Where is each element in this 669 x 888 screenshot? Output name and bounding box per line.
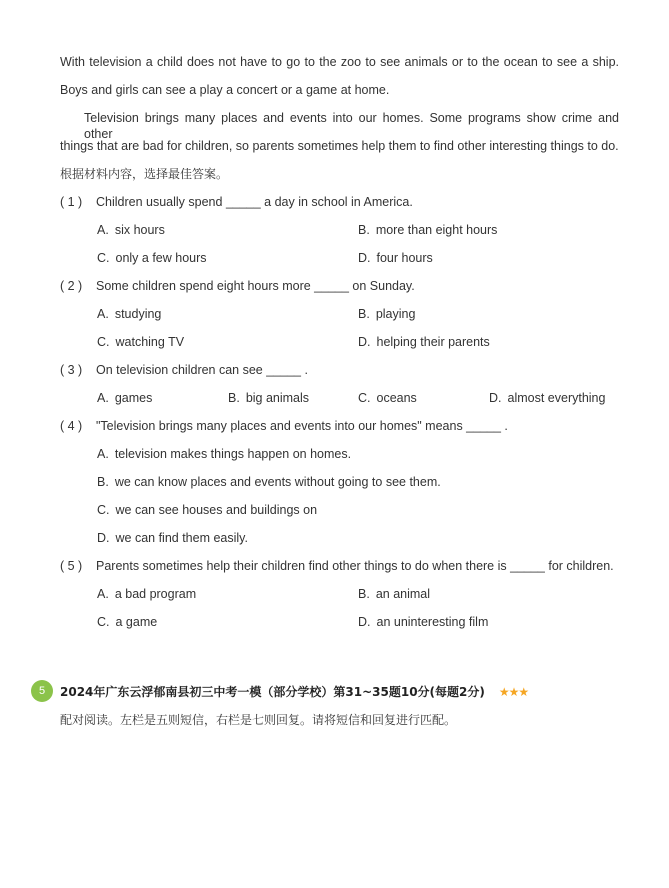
instruction: 根据材料内容，选择最佳答案。 <box>60 167 229 181</box>
option-1b[interactable]: B. more than eight hours <box>358 223 498 237</box>
question-1 <box>60 194 413 210</box>
option-5c[interactable]: C. a game <box>97 615 158 629</box>
question-2 <box>60 278 415 294</box>
option-3a[interactable]: A. games <box>97 391 153 405</box>
question-3 <box>60 362 308 378</box>
option-4a[interactable]: A. television makes things happen on homes. <box>97 447 352 461</box>
passage-line: With television a child does not have to go to the zoo to see animals or to the ocean to see a ship. <box>60 55 619 69</box>
passage-line: Boys and girls can see a play a concert or a game at home. <box>60 83 390 97</box>
option-4c[interactable]: C. we can see houses and buildings on <box>97 503 318 517</box>
question-text: On television children can see _____ . <box>96 363 308 377</box>
passage-line: Television brings many places and events into our homes. Some programs show crime and other <box>84 111 619 141</box>
section-title: 2024年广东云浮郁南县初三中考一模（部分学校）第31~35题10分(每题2分) ★★★ <box>60 685 529 699</box>
option-1c[interactable]: C. only a few hours <box>97 251 207 265</box>
question-number: ( 4 ) <box>60 419 83 433</box>
option-2d[interactable]: D. helping their parents <box>358 335 490 349</box>
difficulty-stars: ★★★ <box>498 685 529 699</box>
section-instruction: 配对阅读。左栏是五则短信，右栏是七则回复。请将短信和回复进行匹配。 <box>60 713 457 727</box>
question-text: Children usually spend _____ a day in school in America. <box>96 195 413 209</box>
option-5d[interactable]: D. an uninteresting film <box>358 615 489 629</box>
option-2c[interactable]: C. watching TV <box>97 335 185 349</box>
option-5b[interactable]: B. an animal <box>358 587 431 601</box>
option-2a[interactable]: A. studying <box>97 307 162 321</box>
option-3d[interactable]: D. almost everything <box>489 391 606 405</box>
question-number: ( 5 ) <box>60 559 83 573</box>
question-number: ( 2 ) <box>60 279 83 293</box>
option-3c[interactable]: C. oceans <box>358 391 417 405</box>
question-text: Some children spend eight hours more _____ on Sunday. <box>96 279 415 293</box>
option-5a[interactable]: A. a bad program <box>97 587 197 601</box>
question-text: "Television brings many places and events into our homes" means _____ . <box>96 419 508 433</box>
option-1d[interactable]: D. four hours <box>358 251 433 265</box>
option-1a[interactable]: A. six hours <box>97 223 165 237</box>
question-5 <box>60 558 614 574</box>
option-4b[interactable]: B. we can know places and events without going to see them. <box>97 475 441 489</box>
passage-line: things that are bad for children, so parents sometimes help them to find other interesting things to do. <box>60 139 619 153</box>
question-number: ( 3 ) <box>60 363 83 377</box>
question-text: Parents sometimes help their children find other things to do when there is _____ for children. <box>96 559 614 573</box>
question-4 <box>60 418 508 434</box>
option-4d[interactable]: D. we can find them easily. <box>97 531 248 545</box>
option-3b[interactable]: B. big animals <box>228 391 310 405</box>
question-number: ( 1 ) <box>60 195 83 209</box>
option-2b[interactable]: B. playing <box>358 307 416 321</box>
section-number-badge: 5 <box>31 680 53 702</box>
